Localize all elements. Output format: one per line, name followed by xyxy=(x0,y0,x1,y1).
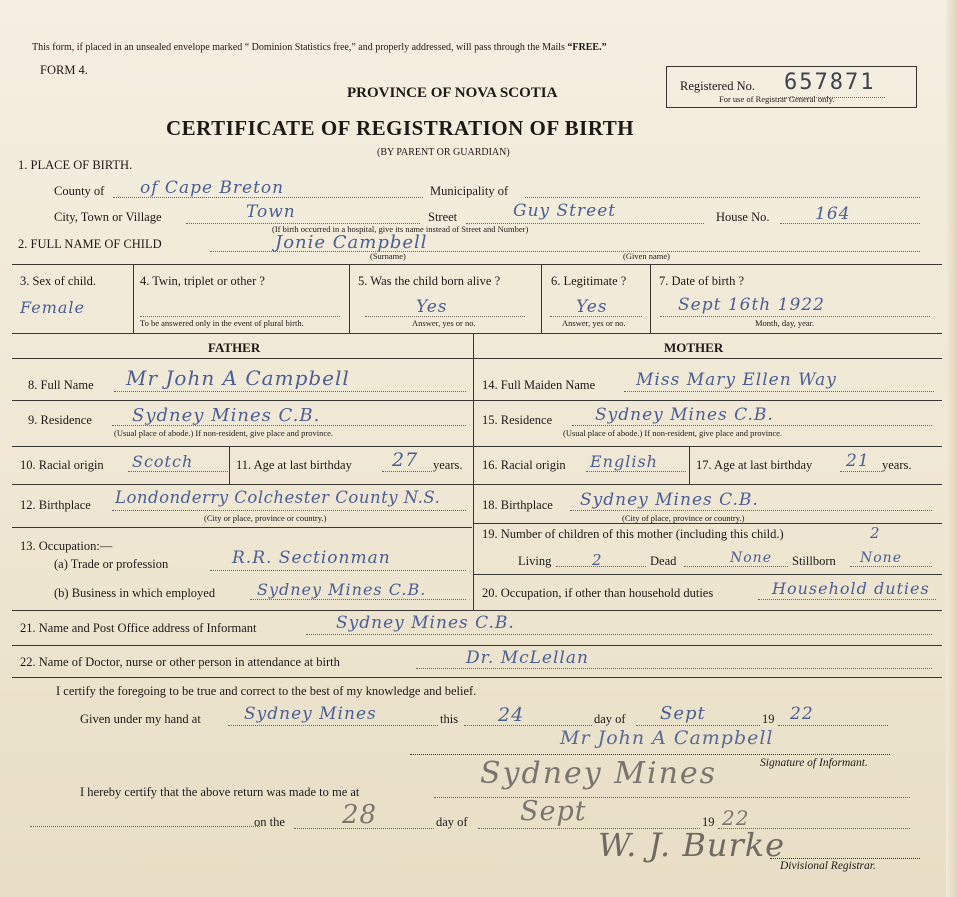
mail-notice-text: This form, if placed in an unsealed envelope marked “ Dominion Statistics free,” and properly addressed, will pass through the Mails xyxy=(32,42,565,53)
given-month-value: Sept xyxy=(660,703,706,724)
given-name-caption: (Given name) xyxy=(623,251,670,261)
twin-note: To be answered only in the event of plural birth. xyxy=(140,318,304,328)
mother-racial-label: 16. Racial origin xyxy=(482,458,566,472)
page-title: CERTIFICATE OF REGISTRATION OF BIRTH xyxy=(166,116,635,140)
registered-note: For use of Registrar General only. xyxy=(719,94,835,104)
stillborn-label: Stillborn xyxy=(792,554,836,568)
living-value: 2 xyxy=(592,551,603,569)
father-birthplace-note: (City or place, province or country.) xyxy=(204,513,327,523)
dead-label: Dead xyxy=(650,554,677,568)
mother-years-label: years. xyxy=(882,458,912,472)
registrar-place-value: Sydney Mines xyxy=(480,756,718,791)
mother-heading: MOTHER xyxy=(664,340,724,355)
on-the-label: on the xyxy=(254,815,285,829)
house-label: House No. xyxy=(716,210,770,224)
given-day-value: 24 xyxy=(498,704,525,726)
child-name-label: 2. FULL NAME OF CHILD xyxy=(18,237,162,251)
father-birthplace-value: Londonderry Colchester County N.S. xyxy=(115,488,441,507)
free-label: “FREE.” xyxy=(567,42,607,53)
divisional-registrar-label: Divisional Registrar. xyxy=(780,860,876,872)
municipality-label: Municipality of xyxy=(430,184,509,198)
certify-statement: I certify the foregoing to be true and correct to the best of my knowledge and belief. xyxy=(56,684,477,698)
mother-name-label: 14. Full Maiden Name xyxy=(482,378,596,392)
father-years-label: years. xyxy=(433,458,463,472)
legitimate-note: Answer, yes or no. xyxy=(562,318,626,328)
dob-label: 7. Date of birth ? xyxy=(659,274,745,288)
mother-residence-note: (Usual place of abode.) If non-resident, give place and province. xyxy=(563,428,783,438)
occupation-label: 13. Occupation:— xyxy=(20,539,113,553)
signature-informant-label: Signature of Informant. xyxy=(760,757,868,769)
place-heading: 1. PLACE OF BIRTH. xyxy=(18,158,133,172)
year-prefix: 19 xyxy=(762,712,775,726)
legitimate-value: Yes xyxy=(576,297,608,317)
living-label: Living xyxy=(518,554,552,568)
registrar-day-of-label: day of xyxy=(436,815,468,829)
registrar-year-value: 22 xyxy=(722,806,750,830)
page-subtitle: (BY PARENT OR GUARDIAN) xyxy=(377,147,510,158)
dead-value: None xyxy=(730,550,772,566)
father-residence-note: (Usual place of abode.) If non-resident, give place and province. xyxy=(114,428,334,438)
house-value: 164 xyxy=(815,204,851,224)
street-value: Guy Street xyxy=(513,201,617,221)
given-place-value: Sydney Mines xyxy=(244,704,377,724)
stillborn-value: None xyxy=(860,550,902,566)
informant-signature: Mr John A Campbell xyxy=(560,727,774,749)
registered-number: 657871 xyxy=(784,70,876,95)
surname-caption: (Surname) xyxy=(370,251,406,261)
father-birthplace-label: 12. Birthplace xyxy=(20,498,91,512)
business-value: Sydney Mines C.B. xyxy=(257,580,427,599)
registrar-day-value: 28 xyxy=(342,800,378,830)
dob-note: Month, day, year. xyxy=(755,318,815,328)
torn-edge xyxy=(946,0,958,897)
city-label: City, Town or Village xyxy=(54,210,162,224)
children-label: 19. Number of children of this mother (including this child.) xyxy=(482,527,784,541)
child-name-value: Jonie Campbell xyxy=(275,232,428,253)
mother-occupation-value: Household duties xyxy=(772,579,930,598)
father-residence-label: 9. Residence xyxy=(28,413,92,427)
mother-birthplace-note: (City of place, province or country.) xyxy=(622,513,745,523)
county-label: County of xyxy=(54,184,105,198)
province-heading: PROVINCE OF NOVA SCOTIA xyxy=(347,85,558,101)
father-age-value: 27 xyxy=(392,449,419,471)
street-label: Street xyxy=(428,210,458,224)
day-of-label: day of xyxy=(594,712,626,726)
sex-value: Female xyxy=(20,298,85,317)
registrar-year-prefix: 19 xyxy=(702,815,715,829)
father-heading: FATHER xyxy=(208,340,261,355)
father-racial-label: 10. Racial origin xyxy=(20,458,104,472)
father-name-value: Mr John A Campbell xyxy=(126,366,350,390)
mother-name-value: Miss Mary Ellen Way xyxy=(636,370,837,390)
mother-occupation-label: 20. Occupation, if other than household duties xyxy=(482,586,714,600)
doctor-label: 22. Name of Doctor, nurse or other person in attendance at birth xyxy=(20,655,340,669)
father-name-label: 8. Full Name xyxy=(28,378,94,392)
hospital-note: (If birth occurred in a hospital, give its name instead of Street and Number) xyxy=(272,224,529,234)
mother-residence-label: 15. Residence xyxy=(482,413,553,427)
alive-label: 5. Was the child born alive ? xyxy=(358,274,501,288)
given-label: Given under my hand at xyxy=(80,712,201,726)
mother-birthplace-label: 18. Birthplace xyxy=(482,498,553,512)
registered-label: Registered No. xyxy=(680,79,755,93)
father-residence-value: Sydney Mines C.B. xyxy=(132,405,321,426)
sex-label: 3. Sex of child. xyxy=(20,274,97,288)
county-value: of Cape Breton xyxy=(140,178,285,198)
doctor-value: Dr. McLellan xyxy=(466,648,589,668)
mother-residence-value: Sydney Mines C.B. xyxy=(595,405,774,425)
registered-box xyxy=(666,66,917,108)
children-value: 2 xyxy=(870,524,881,542)
mother-age-value: 21 xyxy=(846,451,870,471)
father-racial-value: Scotch xyxy=(132,452,194,471)
form-number: FORM 4. xyxy=(40,63,88,77)
this-label: this xyxy=(440,712,459,726)
registrar-signature: W. J. Burke xyxy=(598,826,786,864)
business-label: (b) Business in which employed xyxy=(54,586,216,600)
mother-age-label: 17. Age at last birthday xyxy=(696,458,813,472)
mother-racial-value: English xyxy=(590,452,658,471)
mail-notice xyxy=(32,42,607,53)
legitimate-label: 6. Legitimate ? xyxy=(551,274,627,288)
alive-note: Answer, yes or no. xyxy=(412,318,476,328)
city-value: Town xyxy=(246,202,296,222)
mother-birthplace-value: Sydney Mines C.B. xyxy=(580,490,759,510)
given-year-value: 22 xyxy=(790,704,814,724)
informant-label: 21. Name and Post Office address of Informant xyxy=(20,621,257,635)
alive-value: Yes xyxy=(416,297,448,317)
trade-label: (a) Trade or profession xyxy=(54,557,169,571)
twin-label: 4. Twin, triplet or other ? xyxy=(140,274,265,288)
informant-value: Sydney Mines C.B. xyxy=(336,613,515,633)
registrar-month-value: Sept xyxy=(520,796,587,827)
dob-value: Sept 16th 1922 xyxy=(678,295,825,315)
trade-value: R.R. Sectionman xyxy=(232,548,391,568)
registrar-statement: I hereby certify that the above return was made to me at xyxy=(80,785,360,799)
father-age-label: 11. Age at last birthday xyxy=(236,458,352,472)
